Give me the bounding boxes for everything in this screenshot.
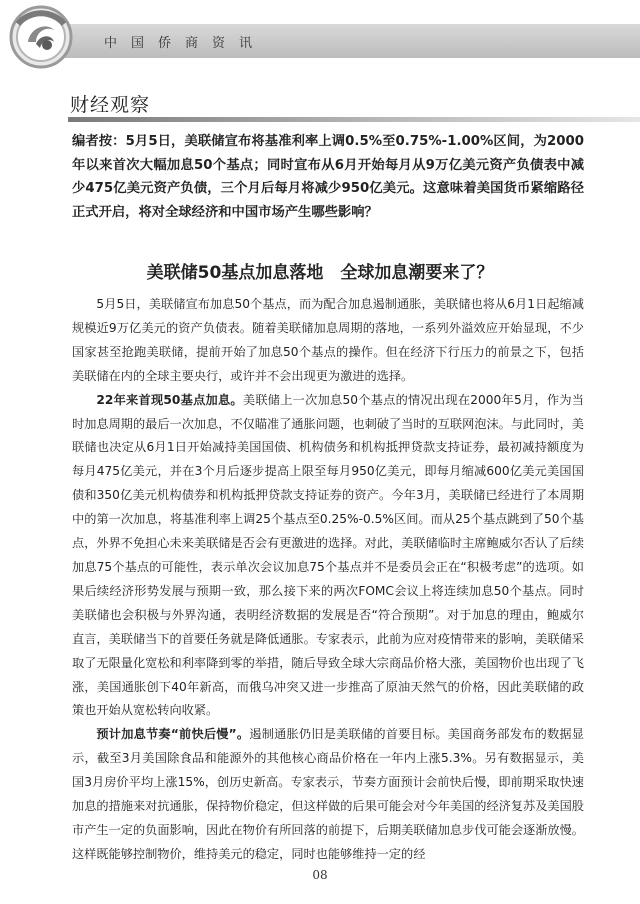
section-title: 财经观察 <box>70 94 151 116</box>
paragraph-1 <box>72 293 584 389</box>
article-title: 美联储50基点加息落地 全球加息潮要来了？ <box>146 263 494 283</box>
paragraph-text: 遏制通胀仍旧是美联储的首要目标。美国商务部发布的数据显示，截至3月美国除食品和能源外的其他核心商品价格在一年内上涨5.3%。另有数据显示，美国3月房价平均上涨15%，创历史新高。专家表示，节奏方面预计会前快后慢，即前期采取快速加息的措施来对抗通胀，保持物价稳定，但这样做的后果可能会对今年美国的经济复苏及美国股市产生一定的负面影响，因此在物价有所回落的前提下，后期美联储加息步伐可能会逐渐放慢。这样既能够控制物价，维持美元的稳定，同时也能够维持一定的经 <box>72 727 584 861</box>
section-heading <box>68 90 640 120</box>
paragraph-lead: 22年来首现50基点加息。 <box>96 392 243 407</box>
article-body <box>72 293 584 867</box>
paragraph-lead: 预计加息节奏“前快后慢”。 <box>96 727 250 742</box>
header-title: 中国侨商资讯 <box>104 36 267 51</box>
page-header <box>0 0 640 70</box>
paragraph-text: 5月5日，美联储宣布加息50个基点，而为配合加息遏制通胀，美联储也将从6月1日起缩减规模近9万亿美元的资产负债表。随着美联储加息周期的落地，一系列外溢效应开始显现，不少国家甚至抢跑美联储，提前开始了加息50个基点的操作。但在经济下行压力的前景之下，包括美联储在内的全球主要央行，或许并不会出现更为激进的选择。 <box>72 297 584 383</box>
section-underline <box>68 117 640 122</box>
paragraph-text: 美联储上一次加息50个基点的情况出现在2000年5月，作为当时加息周期的最后一次加息，不仅瞄准了通胀问题，也刺破了当时的互联网泡沫。与此同时，美联储也决定从6月1日开始减持美国国债、机构债务和机构抵押贷款支持证券，最初减持额度为每月475亿美元，并在3个月后逐步提高上限至每月950亿美元，即每月缩减600亿美元美国国债和350亿美元机构债券和机构抵押贷款支持证券的资产。今年3月，美联储已经进行了本周期中的第一次加息，将基准利率上调25个基点至0.25%-0.5%区间。而从25个基点跳到了50个基点，外界不免担心未来美联储是否会有更激进的选择。对此，美联储临时主席鲍威尔否认了后续加息75个基点的可能性，表示单次会议加息75个基点并不是委员会正在“积极考虑”的选项。如果后续经济形势发展与预期一致，那么接下来的两次FOMC会议上将连续加息50个基点。同时美联储也会积极与外界沟通，表明经济数据的发展是否“符合预期”。对于加息的理由，鲍威尔直言，美联储当下的首要任务就是降低通胀。专家表示，此前为应对疫情带来的影响，美联储采取了无限量化宽松和利率降到零的举措，随后导致全球大宗商品价格大涨，美国物价也出现了飞涨，美国通胀创下40年新高，而俄乌冲突又进一步推高了原油天然气的价格，因此美联储的政策也开始从宽松转向收紧。 <box>72 392 584 718</box>
paragraph-2 <box>72 389 584 724</box>
logo-icon <box>6 4 76 70</box>
paragraph-3 <box>72 723 584 866</box>
page-number: 08 <box>312 868 328 882</box>
editor-note: 编者按：5月5日，美联储宣布将基准利率上调0.5%至0.75%-1.00%区间，为2000年以来首次大幅加息50个基点；同时宣布从6月开始每月从9万亿美元资产负债表中减少475亿美元资产负债，三个月后每月将减少950亿美元。这意味着美国货币紧缩路径正式开启，将对全球经济和中国市场产生哪些影响？ <box>72 134 584 220</box>
